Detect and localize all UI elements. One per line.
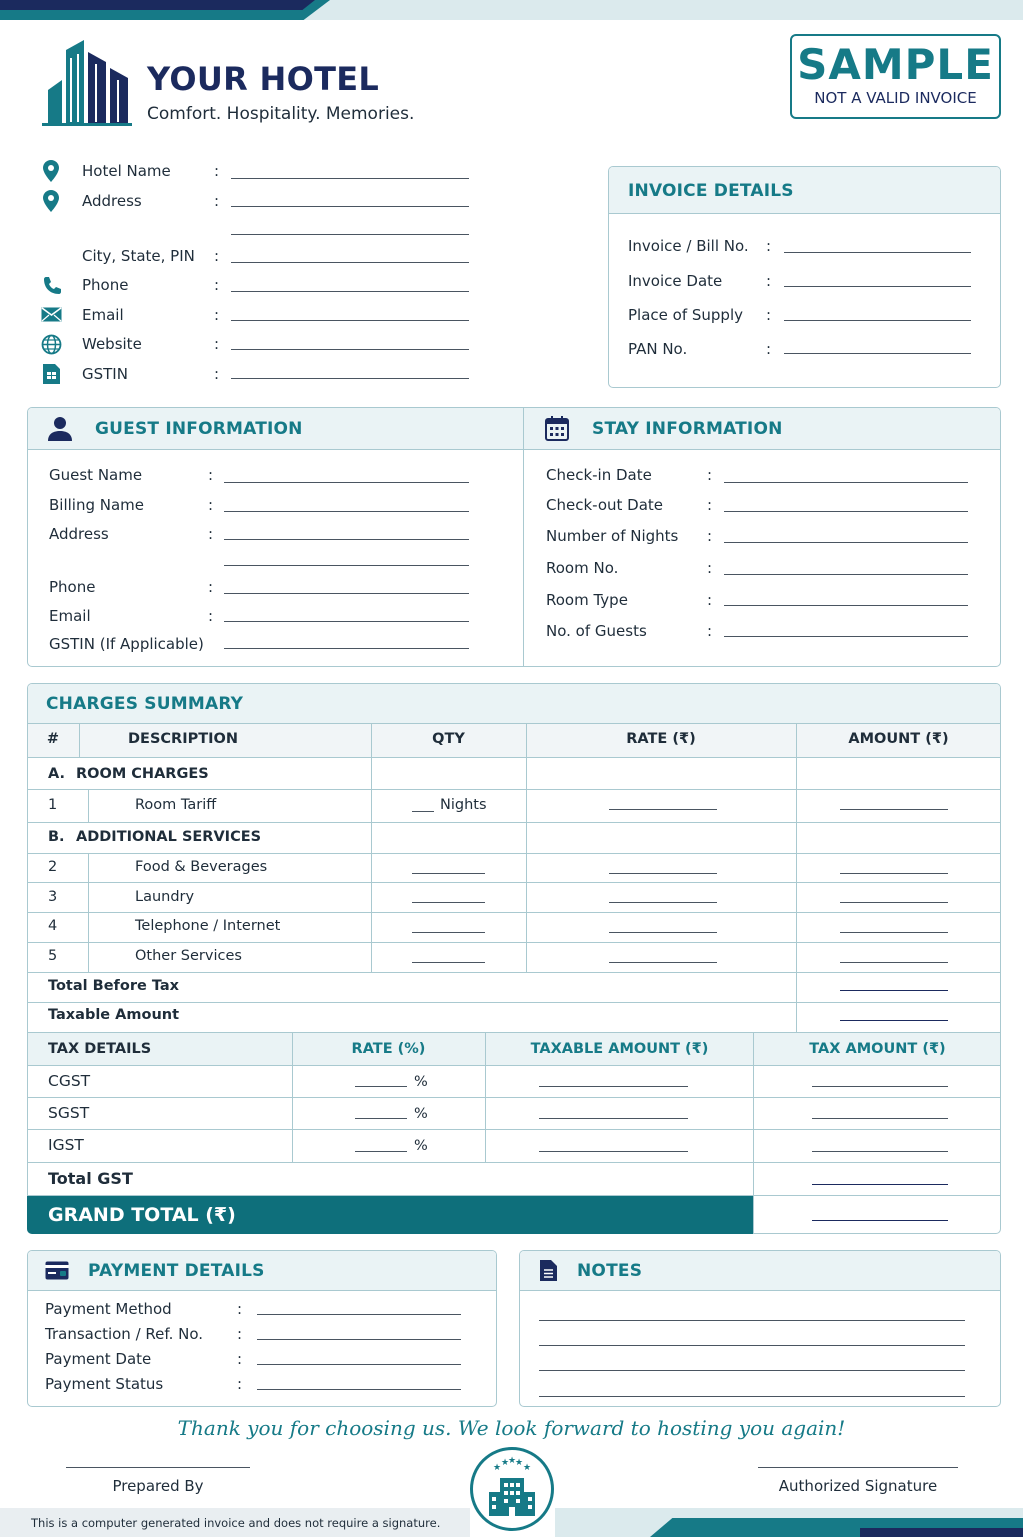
rate-field[interactable] xyxy=(609,873,717,874)
billing-name-label: Billing Name xyxy=(49,496,145,514)
percent-sign: % xyxy=(414,1106,428,1122)
tax-col-header-rate: RATE (%) xyxy=(351,1041,426,1057)
grid-line xyxy=(79,723,80,758)
gstin-field[interactable] xyxy=(231,378,469,379)
guest-gstin-field[interactable] xyxy=(224,648,469,649)
hotel-brand-name: YOUR HOTEL xyxy=(147,60,380,98)
row-description: Telephone / Internet xyxy=(135,918,281,934)
colon: : xyxy=(707,591,713,609)
phone-label: Phone xyxy=(82,276,129,294)
col-header-amount: AMOUNT (₹) xyxy=(848,731,949,747)
colon: : xyxy=(237,1300,243,1318)
invoice-date-field[interactable] xyxy=(784,286,971,287)
row-description: Other Services xyxy=(135,948,242,964)
authorized-signature-line[interactable] xyxy=(758,1467,958,1468)
colon: : xyxy=(214,306,220,324)
tax-name: CGST xyxy=(48,1072,91,1090)
colon: : xyxy=(237,1350,243,1368)
hotel-name-label: Hotel Name xyxy=(82,162,171,180)
number-of-nights-label: Number of Nights xyxy=(546,527,679,545)
qty-field[interactable] xyxy=(412,811,434,812)
person-icon xyxy=(48,416,72,441)
colon: : xyxy=(237,1375,243,1393)
svg-text:★: ★ xyxy=(523,1463,532,1473)
amount-field[interactable] xyxy=(840,962,948,963)
city-state-pin-label: City, State, PIN xyxy=(82,247,195,265)
svg-text:★: ★ xyxy=(501,1458,510,1468)
row-num: 5 xyxy=(48,948,58,964)
grid-line xyxy=(88,789,89,822)
rate-field[interactable] xyxy=(609,962,717,963)
guest-info-title: GUEST INFORMATION xyxy=(95,419,303,439)
sample-subtitle: NOT A VALID INVOICE xyxy=(814,89,977,107)
taxable-amount-label: Taxable Amount xyxy=(48,1007,180,1023)
check-in-date-label: Check-in Date xyxy=(546,466,652,484)
grid-line xyxy=(27,822,1001,823)
place-of-supply-label: Place of Supply xyxy=(628,306,743,324)
no-of-guests-field[interactable] xyxy=(724,636,968,637)
room-type-label: Room Type xyxy=(546,591,628,609)
hotel-emblem xyxy=(470,1447,554,1531)
col-header-description: DESCRIPTION xyxy=(128,731,238,747)
qty-suffix: Nights xyxy=(440,797,487,813)
disclaimer-text: This is a computer generated invoice and does not require a signature. xyxy=(31,1516,441,1530)
room-no-label: Room No. xyxy=(546,559,619,577)
notes-line-1[interactable] xyxy=(539,1320,965,1321)
grid-line xyxy=(27,1129,1001,1130)
charges-summary-title: CHARGES SUMMARY xyxy=(46,694,244,714)
section-a-letter: A. xyxy=(48,766,65,782)
guest-stay-divider xyxy=(523,408,524,666)
guest-email-label: Email xyxy=(49,607,91,625)
amount-field[interactable] xyxy=(840,932,948,933)
payment-date-label: Payment Date xyxy=(45,1350,152,1368)
check-in-date-field[interactable] xyxy=(724,482,968,483)
colon: : xyxy=(214,162,220,180)
guest-stay-box xyxy=(27,407,1001,667)
colon: : xyxy=(766,237,772,255)
sample-title: SAMPLE xyxy=(797,40,994,89)
prepared-by-signature-line[interactable] xyxy=(66,1467,250,1468)
guest-phone-label: Phone xyxy=(49,578,96,596)
percent-sign: % xyxy=(414,1074,428,1090)
payment-details-title: PAYMENT DETAILS xyxy=(88,1261,265,1281)
grand-total-label: GRAND TOTAL (₹) xyxy=(48,1204,236,1226)
transaction-ref-label: Transaction / Ref. No. xyxy=(45,1325,204,1343)
grid-line xyxy=(526,723,527,972)
svg-text:★: ★ xyxy=(508,1456,517,1466)
billing-name-field[interactable] xyxy=(224,511,469,512)
colon: : xyxy=(707,559,713,577)
guest-name-field[interactable] xyxy=(224,482,469,483)
colon: : xyxy=(208,466,214,484)
email-field[interactable] xyxy=(231,320,469,321)
colon: : xyxy=(214,335,220,353)
room-no-field[interactable] xyxy=(724,574,968,575)
qty-field[interactable] xyxy=(412,902,485,903)
prepared-by-label: Prepared By xyxy=(112,1477,204,1495)
guest-address-field-line-2[interactable] xyxy=(224,565,469,566)
rate-field[interactable] xyxy=(609,809,717,810)
colon: : xyxy=(214,365,220,383)
envelope-icon xyxy=(41,307,62,322)
colon: : xyxy=(707,622,713,640)
col-header-num: # xyxy=(46,731,60,747)
invoice-date-label: Invoice Date xyxy=(628,272,723,290)
svg-text:★: ★ xyxy=(493,1463,502,1473)
footer-decor-navy xyxy=(860,1528,1023,1537)
taxable-amount-field[interactable] xyxy=(539,1118,688,1119)
row-description: Room Tariff xyxy=(135,797,217,813)
tax-amount-field[interactable] xyxy=(812,1086,948,1087)
grid-line xyxy=(27,912,1001,913)
total-before-tax-field[interactable] xyxy=(840,990,948,991)
colon: : xyxy=(208,578,214,596)
notes-title: NOTES xyxy=(577,1261,643,1281)
colon: : xyxy=(208,607,214,625)
qty-field[interactable] xyxy=(412,962,485,963)
hotel-name-field[interactable] xyxy=(231,178,469,179)
address-label: Address xyxy=(82,192,142,210)
pan-no-label: PAN No. xyxy=(628,340,688,358)
address-field-line-1[interactable] xyxy=(231,206,469,207)
stay-info-title: STAY INFORMATION xyxy=(592,419,783,439)
colon: : xyxy=(237,1325,243,1343)
grid-line xyxy=(27,789,1001,790)
section-a-label: ROOM CHARGES xyxy=(76,766,209,782)
location-pin-icon xyxy=(43,160,59,182)
guest-email-field[interactable] xyxy=(224,621,469,622)
phone-field[interactable] xyxy=(231,291,469,292)
notes-line-3[interactable] xyxy=(539,1370,965,1371)
col-header-qty: QTY xyxy=(432,731,465,747)
amount-field[interactable] xyxy=(840,902,948,903)
grid-line xyxy=(753,1033,754,1233)
grid-line xyxy=(27,853,1001,854)
tax-name: IGST xyxy=(48,1136,84,1154)
notes-line-4[interactable] xyxy=(539,1396,965,1397)
qty-field[interactable] xyxy=(412,873,485,874)
colon: : xyxy=(707,496,713,514)
website-label: Website xyxy=(82,335,142,353)
tax-amount-field[interactable] xyxy=(812,1151,948,1152)
tax-col-header-taxable: TAXABLE AMOUNT (₹) xyxy=(530,1041,709,1057)
tax-amount-field[interactable] xyxy=(812,1118,948,1119)
colon: : xyxy=(707,527,713,545)
globe-icon xyxy=(41,334,62,355)
tax-rate-field[interactable] xyxy=(355,1086,407,1087)
colon: : xyxy=(707,466,713,484)
row-description: Food & Beverages xyxy=(135,859,268,875)
colon: : xyxy=(766,272,772,290)
notes-document-icon xyxy=(540,1260,557,1281)
total-before-tax-label: Total Before Tax xyxy=(48,978,180,994)
invoice-bill-no-label: Invoice / Bill No. xyxy=(628,237,749,255)
pan-no-field[interactable] xyxy=(784,353,971,354)
section-b-label: ADDITIONAL SERVICES xyxy=(76,829,262,845)
row-num: 3 xyxy=(48,889,58,905)
transaction-ref-field[interactable] xyxy=(257,1339,461,1340)
qty-field[interactable] xyxy=(412,932,485,933)
grid-line xyxy=(371,723,372,972)
invoice-bill-no-field[interactable] xyxy=(784,252,971,253)
tax-col-header-details: TAX DETAILS xyxy=(48,1041,152,1057)
taxable-amount-field[interactable] xyxy=(840,1020,948,1021)
payment-status-field[interactable] xyxy=(257,1389,461,1390)
row-num: 2 xyxy=(48,859,58,875)
website-field[interactable] xyxy=(231,349,469,350)
grid-line xyxy=(27,942,1001,943)
payment-date-field[interactable] xyxy=(257,1364,461,1365)
section-b-letter: B. xyxy=(48,829,65,845)
tax-rate-field[interactable] xyxy=(355,1151,407,1152)
phone-icon xyxy=(42,276,62,296)
rate-field[interactable] xyxy=(609,902,717,903)
colon: : xyxy=(214,192,220,210)
address-field-line-2[interactable] xyxy=(231,234,469,235)
guest-address-field-line-1[interactable] xyxy=(224,539,469,540)
guest-gstin-label: GSTIN (If Applicable) xyxy=(49,635,204,653)
check-out-date-label: Check-out Date xyxy=(546,496,664,514)
top-decor-bar-navy xyxy=(0,0,315,10)
guest-address-label: Address xyxy=(49,525,109,543)
thank-you-message: Thank you for choosing us. We look forward to hosting you again! xyxy=(177,1416,846,1440)
check-out-date-field[interactable] xyxy=(724,511,968,512)
grid-line xyxy=(27,1162,1001,1163)
amount-field[interactable] xyxy=(840,809,948,810)
gstin-label: GSTIN xyxy=(82,365,128,383)
number-of-nights-field[interactable] xyxy=(724,542,968,543)
payment-method-label: Payment Method xyxy=(45,1300,172,1318)
total-gst-field[interactable] xyxy=(812,1184,948,1185)
colon: : xyxy=(208,496,214,514)
taxable-amount-field[interactable] xyxy=(539,1086,688,1087)
tax-rate-field[interactable] xyxy=(355,1118,407,1119)
location-pin-icon xyxy=(43,190,59,212)
amount-field[interactable] xyxy=(840,873,948,874)
colon: : xyxy=(214,247,220,265)
email-label: Email xyxy=(82,306,124,324)
credit-card-icon xyxy=(45,1261,69,1280)
no-of-guests-label: No. of Guests xyxy=(546,622,647,640)
hotel-tagline: Comfort. Hospitality. Memories. xyxy=(147,104,415,124)
grid-line xyxy=(27,1097,1001,1098)
city-state-pin-field[interactable] xyxy=(231,262,469,263)
room-type-field[interactable] xyxy=(724,605,968,606)
rate-field[interactable] xyxy=(609,932,717,933)
payment-method-field[interactable] xyxy=(257,1314,461,1315)
taxable-amount-field[interactable] xyxy=(539,1151,688,1152)
guest-name-label: Guest Name xyxy=(49,466,143,484)
row-num: 4 xyxy=(48,918,58,934)
calendar-icon xyxy=(545,416,569,441)
svg-text:★: ★ xyxy=(515,1458,524,1468)
grand-total-field[interactable] xyxy=(812,1220,948,1221)
colon: : xyxy=(208,525,214,543)
grid-line xyxy=(27,882,1001,883)
grid-line xyxy=(27,1002,1001,1003)
row-num: 1 xyxy=(48,797,58,813)
colon: : xyxy=(214,276,220,294)
sample-stamp xyxy=(790,34,1001,119)
grid-line xyxy=(27,972,1001,973)
col-header-rate: RATE (₹) xyxy=(626,731,696,747)
tax-name: SGST xyxy=(48,1104,90,1122)
payment-status-label: Payment Status xyxy=(45,1375,164,1393)
notes-line-2[interactable] xyxy=(539,1345,965,1346)
document-icon xyxy=(43,364,60,384)
colon: : xyxy=(766,340,772,358)
tax-col-header-amount: TAX AMOUNT (₹) xyxy=(809,1041,946,1057)
total-gst-label: Total GST xyxy=(48,1169,133,1188)
invoice-details-title: INVOICE DETAILS xyxy=(628,181,794,201)
percent-sign: % xyxy=(414,1138,428,1154)
authorized-signature-label: Authorized Signature xyxy=(778,1477,938,1495)
colon: : xyxy=(766,306,772,324)
row-description: Laundry xyxy=(135,889,195,905)
grid-line xyxy=(796,723,797,1032)
guest-phone-field[interactable] xyxy=(224,593,469,594)
hotel-logo xyxy=(40,38,135,128)
place-of-supply-field[interactable] xyxy=(784,320,971,321)
